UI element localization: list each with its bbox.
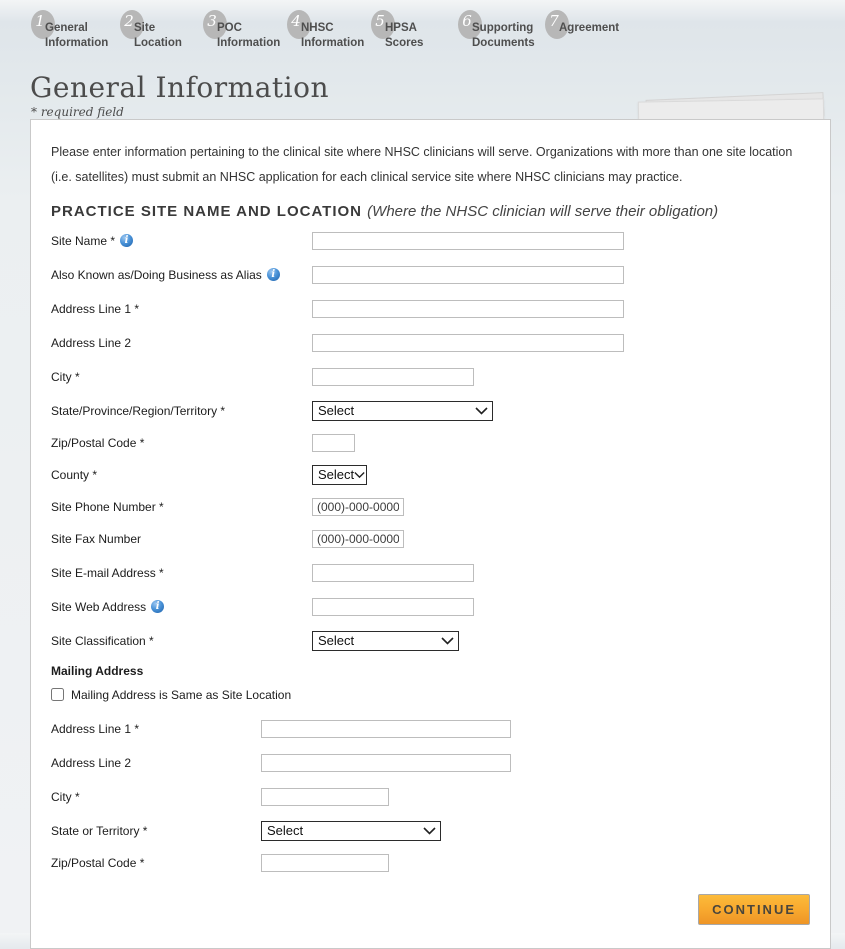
continue-button[interactable]: CONTINUE (698, 894, 810, 925)
field-row-email (51, 556, 810, 590)
mailing-state-label: State or Territory * (51, 823, 148, 838)
fax-input[interactable] (312, 530, 404, 548)
email-input[interactable] (312, 564, 474, 582)
address2-label: Address Line 2 (51, 335, 132, 350)
field-row-alias (51, 258, 810, 292)
fax-label: Site Fax Number (51, 531, 142, 546)
section-heading (51, 203, 810, 222)
state-select[interactable] (312, 401, 493, 421)
step-label-line1: NHSC (301, 22, 334, 34)
step-number-badge: 3 (203, 10, 227, 39)
same-as-site-checkbox-row (51, 684, 810, 706)
chevron-down-icon (475, 407, 488, 415)
field-row-web (51, 590, 810, 624)
page-title: General Information (30, 71, 330, 104)
section-heading-title: PRACTICE SITE NAME AND LOCATION (51, 202, 362, 220)
mailing-address1-label: Address Line 1 * (51, 721, 140, 736)
mailing-address1-input[interactable] (261, 720, 511, 738)
step-label-line2: Scores (385, 37, 424, 49)
field-row-mailing-city (51, 780, 810, 814)
field-row-site-name (51, 224, 810, 258)
phone-label: Site Phone Number * (51, 499, 164, 514)
zip-input[interactable] (312, 434, 355, 452)
step-number-badge: 2 (120, 10, 144, 39)
step-label-line2: Information (217, 37, 281, 49)
step-general-information[interactable] (31, 10, 108, 56)
alias-input[interactable] (312, 266, 624, 284)
same-as-site-checkbox-label: Mailing Address is Same as Site Location (71, 687, 292, 702)
step-site-location[interactable] (120, 10, 182, 56)
form-actions (51, 894, 810, 925)
step-label-line2: Information (45, 37, 109, 49)
email-label: Site E-mail Address * (51, 565, 164, 580)
mailing-address2-label: Address Line 2 (51, 755, 132, 770)
field-row-mailing-address2 (51, 746, 810, 780)
info-icon[interactable]: i (151, 600, 164, 613)
county-select-value: Select (318, 467, 355, 482)
alias-label: Also Known as/Doing Business as Alias (51, 267, 262, 282)
step-label-line1: Supporting (472, 22, 534, 34)
city-input[interactable] (312, 368, 474, 386)
mailing-zip-input[interactable] (261, 854, 389, 872)
field-row-phone (51, 492, 810, 522)
field-row-classification (51, 624, 810, 658)
field-row-address2 (51, 326, 810, 360)
info-icon[interactable]: i (120, 234, 133, 247)
step-number-badge: 7 (545, 10, 569, 39)
step-number-badge: 4 (287, 10, 311, 39)
address1-input[interactable] (312, 300, 624, 318)
general-information-form-panel (30, 119, 831, 949)
step-label-line1: Site (134, 22, 156, 34)
zip-label: Zip/Postal Code * (51, 435, 145, 450)
step-label-line1: Agreement (559, 22, 620, 34)
mailing-zip-label: Zip/Postal Code * (51, 855, 145, 870)
field-row-city (51, 360, 810, 394)
field-row-zip (51, 428, 810, 458)
step-number-badge: 1 (31, 10, 55, 39)
mailing-address-heading: Mailing Address (51, 663, 144, 678)
phone-input[interactable] (312, 498, 404, 516)
state-label: State/Province/Region/Territory * (51, 403, 226, 418)
step-label-line1: General (45, 22, 88, 34)
step-label-line2: Documents (472, 37, 535, 49)
paper-stack-graphic (638, 84, 833, 124)
practice-site-fields (51, 224, 810, 658)
field-row-state (51, 394, 810, 428)
chevron-down-icon (423, 827, 436, 835)
mailing-state-select-value: Select (267, 823, 304, 838)
field-row-fax (51, 522, 810, 556)
step-label-line2: Information (301, 37, 365, 49)
field-row-mailing-zip (51, 848, 810, 878)
county-select[interactable] (312, 465, 367, 485)
county-label: County * (51, 467, 98, 482)
info-icon[interactable]: i (267, 268, 280, 281)
site-name-label: Site Name * (51, 233, 116, 248)
step-nhsc-information[interactable] (287, 10, 364, 56)
required-field-note: * required field (31, 105, 124, 119)
field-row-county (51, 458, 810, 492)
step-label-line1: POC (217, 22, 242, 34)
field-row-mailing-state (51, 814, 810, 848)
step-agreement[interactable] (545, 10, 619, 56)
site-name-input[interactable] (312, 232, 624, 250)
classification-select-value: Select (318, 633, 355, 648)
mailing-address2-input[interactable] (261, 754, 511, 772)
address2-input[interactable] (312, 334, 624, 352)
mailing-state-select[interactable] (261, 821, 441, 841)
chevron-down-icon (354, 471, 365, 479)
field-row-address1 (51, 292, 810, 326)
step-label-line1: HPSA (385, 22, 417, 34)
step-poc-information[interactable] (203, 10, 280, 56)
section-heading-note: (Where the NHSC clinician will serve their obligation) (367, 202, 719, 220)
classification-label: Site Classification * (51, 633, 154, 648)
wizard-stepper (0, 0, 845, 58)
field-row-mailing-address1 (51, 712, 810, 746)
step-supporting-documents[interactable] (458, 10, 535, 56)
step-label-line2: Location (134, 37, 182, 49)
web-input[interactable] (312, 598, 474, 616)
state-select-value: Select (318, 403, 355, 418)
classification-select[interactable] (312, 631, 459, 651)
step-number-badge: 6 (458, 10, 482, 39)
step-number-badge: 5 (371, 10, 395, 39)
city-label: City * (51, 369, 80, 384)
mailing-city-label: City * (51, 789, 80, 804)
mailing-city-input[interactable] (261, 788, 389, 806)
intro-text: Please enter information pertaining to the clinical site where NHSC clinicians will serve. Organizations with more than one site location (i.e. satellites) must submit an NHSC application for each clinical service site where NHSC clinicians may practice. (51, 145, 793, 184)
same-as-site-checkbox[interactable] (51, 688, 64, 701)
chevron-down-icon (441, 637, 454, 645)
mailing-address-fields (51, 712, 810, 878)
step-hpsa-scores[interactable] (371, 10, 423, 56)
web-label: Site Web Address (51, 599, 147, 614)
address1-label: Address Line 1 * (51, 301, 140, 316)
